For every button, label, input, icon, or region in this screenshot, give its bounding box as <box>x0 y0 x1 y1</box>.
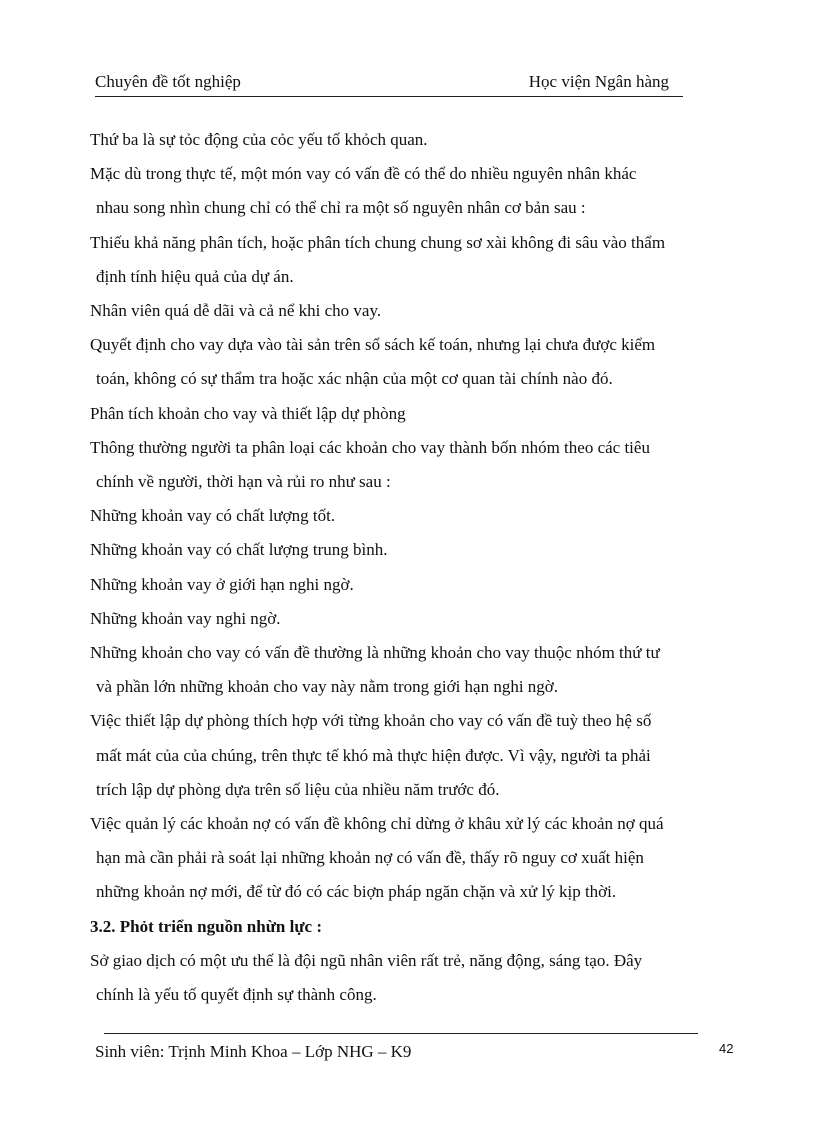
paragraph <box>90 944 726 1012</box>
paragraph-line: chính về người, thời hạn và rủi ro như sau : <box>96 472 391 492</box>
paragraph-line: mất mát của của chúng, trên thực tế khó mà thực hiện được. Vì vậy, người ta phải <box>96 745 651 765</box>
paragraph-line: Những khoản vay nghi ngờ. <box>90 608 281 628</box>
header-left: Chuyên đề tốt nghiệp <box>95 72 241 91</box>
paragraph-line: Những khoản cho vay có vấn đề thường là những khoản cho vay thuộc nhóm thứ tư <box>90 643 660 663</box>
paragraph-line: định tính hiệu quả của dự án. <box>96 266 294 286</box>
paragraph-line: Việc thiết lập dự phòng thích hợp với từng khoản cho vay có vấn đề tuỳ theo hệ số <box>90 711 652 731</box>
paragraph <box>90 397 726 431</box>
paragraph-line: Việc quản lý các khoản nợ có vấn đề không chỉ dừng ở khâu xử lý các khoản nợ quá <box>90 814 664 834</box>
paragraph <box>90 636 726 704</box>
paragraph-line: Phân tích khoản cho vay và thiết lập dự phòng <box>90 403 406 423</box>
paragraph-line: Mặc dù trong thực tế, một món vay có vấn đề có thể do nhiều nguyên nhân khác <box>90 164 637 184</box>
paragraph-line: Thứ ba là sự tỏc động của cỏc yếu tố khỏch quan. <box>90 130 428 149</box>
paragraph <box>90 568 726 602</box>
body-text <box>90 123 726 1012</box>
paragraph-line: chính là yếu tố quyết định sự thành công. <box>96 985 377 1005</box>
paragraph <box>90 807 726 910</box>
paragraph-line: Thiếu khả năng phân tích, hoặc phân tích chung chung sơ xài không đi sâu vào thẩm <box>90 232 666 252</box>
paragraph <box>90 294 726 328</box>
footer-student: Sinh viên: Trịnh Minh Khoa – Lớp NHG – K9 <box>95 1042 412 1061</box>
paragraph-line: những khoản nợ mới, để từ đó có các biợn pháp ngăn chặn và xử lý kịp thời. <box>96 882 617 902</box>
paragraph-line: Sở giao dịch có một ưu thế là đội ngũ nhân viên rất trẻ, năng động, sáng tạo. Đây <box>90 950 643 970</box>
paragraph <box>90 533 726 567</box>
paragraph-line: và phần lớn những khoản cho vay này nằm trong giới hạn nghi ngờ. <box>96 677 559 697</box>
paragraph-line: Những khoản vay ở giới hạn nghi ngờ. <box>90 574 354 594</box>
paragraph <box>90 123 726 157</box>
paragraph-line: Những khoản vay có chất lượng tốt. <box>90 506 336 526</box>
footer-rule <box>104 1033 698 1034</box>
paragraph-line: Nhân viên quá dễ dãi và cả nể khi cho vay. <box>90 301 382 321</box>
paragraph-line: nhau song nhìn chung chỉ có thể chỉ ra một số nguyên nhân cơ bản sau : <box>96 198 586 218</box>
paragraph <box>90 226 726 294</box>
paragraph-line: Thông thường người ta phân loại các khoản cho vay thành bốn nhóm theo các tiêu <box>90 437 650 457</box>
paragraph-line: Quyết định cho vay dựa vào tài sản trên sổ sách kế toán, nhưng lại chưa được kiểm <box>90 335 656 355</box>
paragraph-list <box>90 123 726 910</box>
paragraph <box>90 602 726 636</box>
section-heading: 3.2. Phỏt triển nguồn nhừn lực : <box>90 916 322 936</box>
paragraph-list-after <box>90 944 726 1012</box>
page-number: 42 <box>719 1041 734 1056</box>
paragraph-line: toán, không có sự thẩm tra hoặc xác nhận của một cơ quan tài chính nào đó. <box>96 369 613 389</box>
paragraph-line: hạn mà cần phải rà soát lại những khoản nợ có vấn đề, thấy rõ nguy cơ xuất hiện <box>96 848 644 868</box>
paragraph-line: trích lập dự phòng dựa trên số liệu của nhiều năm trước đó. <box>96 779 500 799</box>
paragraph <box>90 499 726 533</box>
paragraph <box>90 157 726 225</box>
paragraph <box>90 431 726 499</box>
paragraph <box>90 328 726 396</box>
paragraph-line: Những khoản vay có chất lượng trung bình. <box>90 540 388 560</box>
header-right: Học viện Ngân hàng <box>528 72 669 91</box>
paragraph <box>90 704 726 807</box>
page-header <box>95 70 683 97</box>
